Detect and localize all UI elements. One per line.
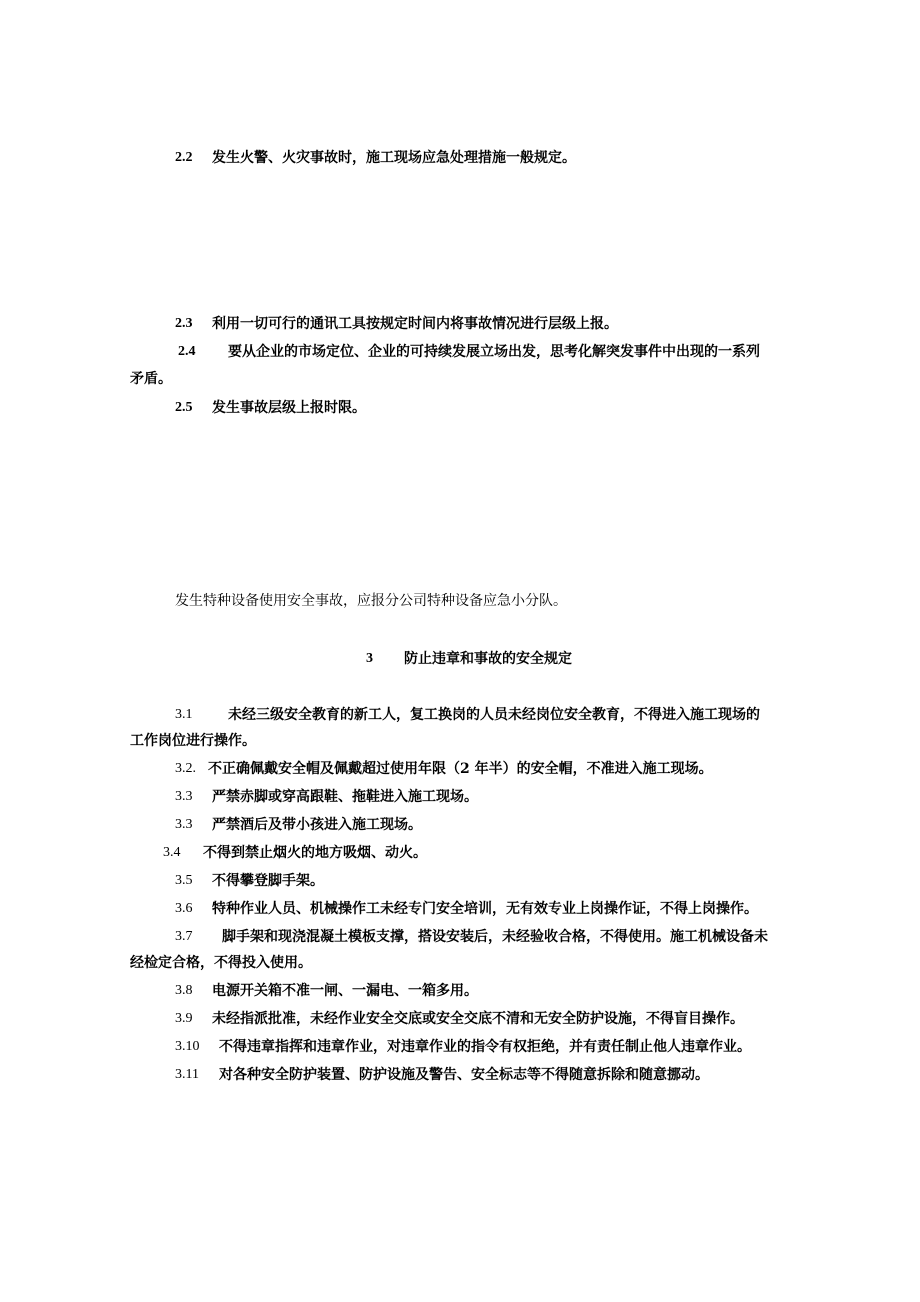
section-text: 发生火警、火灾事故时，施工现场应急处理措施一般规定。 — [212, 150, 576, 166]
rule-number: 3.3 — [175, 789, 193, 804]
rule-text: 不正确佩戴安全帽及佩戴超过使用年限（2 年半）的安全帽，不准进入施工现场。 — [208, 761, 713, 777]
rule-text-line1: 未经三级安全教育的新工人，复工换岗的人员未经岗位安全教育，不得进入施工现场的 — [228, 707, 760, 723]
rule-number: 3.9 — [175, 1011, 193, 1026]
rule-number: 3.1 — [175, 707, 193, 722]
section-number: 2.2 — [175, 150, 193, 165]
rule-text: 不得违章指挥和违章作业，对违章作业的指令有权拒绝，并有责任制止他人违章作业。 — [219, 1039, 751, 1055]
rule-text: 不得攀登脚手架。 — [212, 873, 324, 889]
rule-text: 严禁赤脚或穿高跟鞋、拖鞋进入施工现场。 — [212, 789, 478, 805]
section-number: 2.3 — [175, 316, 193, 331]
rule-number: 3.2. — [175, 761, 196, 776]
section-text: 利用一切可行的通讯工具按规定时间内将事故情况进行层级上报。 — [212, 316, 618, 332]
rule-text: 严禁酒后及带小孩进入施工现场。 — [212, 817, 422, 833]
rule-text: 未经指派批准，未经作业安全交底或安全交底不清和无安全防护设施，不得盲目操作。 — [212, 1011, 744, 1027]
section-number: 2.5 — [175, 400, 193, 415]
section-text: 发生事故层级上报时限。 — [212, 400, 366, 416]
rule-number: 3.7 — [175, 929, 193, 944]
rule-number: 3.8 — [175, 983, 193, 998]
rule-number: 3.3 — [175, 817, 193, 832]
rule-text: 电源开关箱不准一闸、一漏电、一箱多用。 — [212, 983, 478, 999]
rule-text: 特种作业人员、机械操作工未经专门安全培训，无有效专业上岗操作证，不得上岗操作。 — [212, 901, 758, 917]
section-text-line2: 矛盾。 — [130, 371, 172, 387]
rule-text: 对各种安全防护装置、防护设施及警告、安全标志等不得随意拆除和随意挪动。 — [219, 1067, 709, 1083]
heading-title: 防止违章和事故的安全规定 — [404, 651, 572, 667]
note-text: 发生特种设备使用安全事故，应报分公司特种设备应急小分队。 — [175, 593, 567, 609]
rule-text: 不得到禁止烟火的地方吸烟、动火。 — [203, 845, 427, 861]
section-text-line1: 要从企业的市场定位、企业的可持续发展立场出发，思考化解突发事件中出现的一系列 — [228, 344, 760, 360]
rule-number: 3.10 — [175, 1039, 200, 1054]
rule-text-line2: 工作岗位进行操作。 — [130, 733, 256, 749]
rule-number: 3.5 — [175, 873, 193, 888]
section-number: 2.4 — [178, 344, 196, 359]
rule-number: 3.4 — [163, 845, 181, 860]
rule-text-line2: 经检定合格，不得投入使用。 — [130, 955, 312, 971]
rule-number: 3.6 — [175, 901, 193, 916]
rule-text-line1: 脚手架和现浇混凝土模板支撑，搭设安装后，未经验收合格，不得使用。施工机械设备未 — [222, 929, 768, 945]
rule-number: 3.11 — [175, 1067, 199, 1082]
heading-number: 3 — [366, 651, 373, 666]
